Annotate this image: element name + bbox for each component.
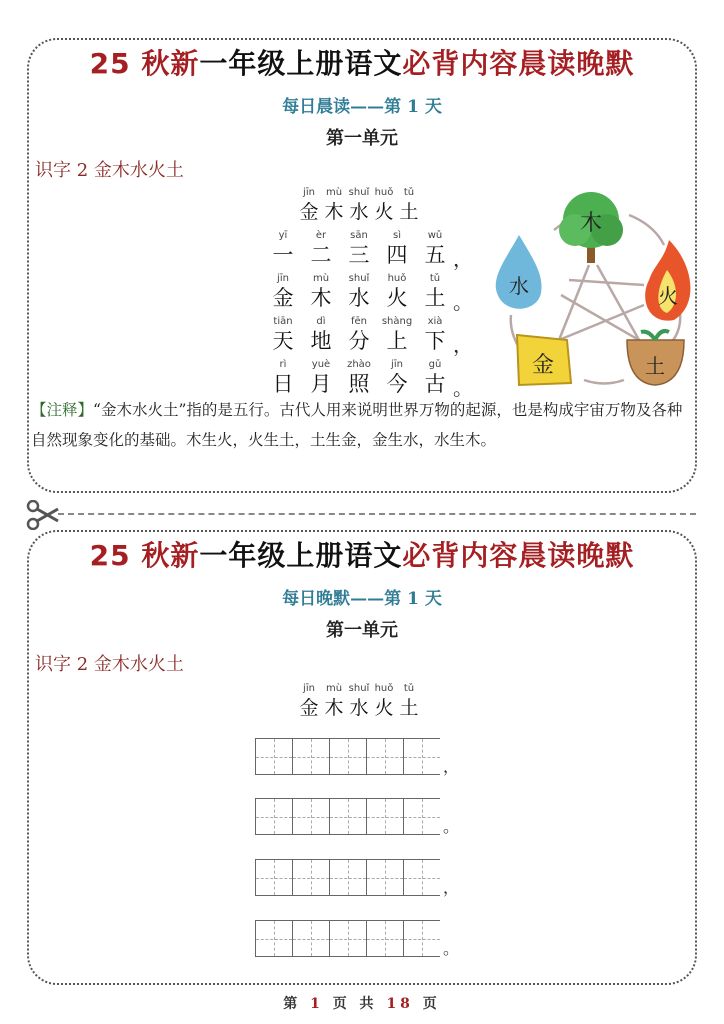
svg-text:土: 土: [645, 354, 665, 378]
writing-box[interactable]: [255, 859, 292, 896]
current-page: 1: [310, 996, 324, 1012]
page-footer: 第 1 页 共 18 页: [283, 996, 441, 1012]
page-title: 25 秋新一年级上册语文必背内容晨读晚默: [89, 47, 635, 80]
scissors-icon: [26, 500, 62, 530]
page-title: 25 秋新一年级上册语文必背内容晨读晚默: [89, 539, 635, 572]
svg-text:木: 木: [579, 211, 603, 236]
poem-line: jīn 金 mù 木 shuǐ 水 huǒ 火 tǔ 土 。: [272, 273, 473, 314]
svg-text:金: 金: [531, 353, 555, 378]
poem-line: rì 日 yuè 月 zhào 照 jīn 今 gǔ 古 。: [272, 359, 473, 400]
writing-box[interactable]: [329, 920, 366, 957]
writing-box[interactable]: [255, 798, 292, 835]
svg-text:火: 火: [658, 284, 678, 308]
morning-reading-card: [27, 38, 697, 493]
writing-box[interactable]: [255, 738, 292, 775]
lesson-heading: 识字 2 金木水火土: [35, 654, 184, 675]
writing-box[interactable]: [292, 859, 329, 896]
note-tag: 【注释】: [31, 401, 94, 419]
poem-title: jīn 金 mù 木 shuǐ 水 huǒ 火 tǔ 土: [299, 187, 419, 223]
poem: [259, 186, 473, 400]
writing-box[interactable]: [255, 920, 292, 957]
writing-grid-row[interactable]: 。: [255, 798, 459, 835]
writing-grid-row[interactable]: ，: [255, 859, 459, 896]
writing-box[interactable]: [329, 798, 366, 835]
evening-dictation-card: [27, 530, 697, 985]
writing-box[interactable]: [403, 798, 440, 835]
unit-heading: 第一单元: [326, 128, 398, 149]
writing-box[interactable]: [403, 920, 440, 957]
writing-box[interactable]: [329, 859, 366, 896]
writing-grid-row[interactable]: 。: [255, 920, 459, 957]
writing-box[interactable]: [329, 738, 366, 775]
writing-box[interactable]: [366, 920, 403, 957]
unit-heading: 第一单元: [326, 620, 398, 641]
writing-box[interactable]: [292, 920, 329, 957]
morning-subtitle: 每日晨读——第 1 天: [282, 97, 442, 117]
writing-box[interactable]: [292, 738, 329, 775]
wood-tree-icon: [559, 192, 623, 263]
writing-box[interactable]: [366, 738, 403, 775]
poem-title-block: [259, 682, 459, 721]
poem-title: jīn 金 mù 木 shuǐ 水 huǒ 火 tǔ 土: [299, 683, 419, 719]
writing-box[interactable]: [403, 859, 440, 896]
fire-flame-icon: [645, 240, 690, 321]
note-text: “金木水火土”指的是五行。古代人用来说明世界万物的起源，也是构成宇宙万物及各种自然现象变化的基础。木生火，火生土，土生金，金生水，水生木。: [31, 401, 683, 449]
five-elements-illustration: [479, 185, 699, 395]
poem-line: tiān 天 dì 地 fēn 分 shàng 上 xià 下 ，: [272, 316, 473, 357]
annotation-note: [31, 395, 687, 455]
cut-line-divider: [58, 513, 696, 515]
evening-subtitle: 每日晚默——第 1 天: [282, 589, 442, 609]
writing-grid-row[interactable]: ，: [255, 738, 459, 775]
writing-box[interactable]: [366, 798, 403, 835]
writing-box[interactable]: [366, 859, 403, 896]
writing-box[interactable]: [403, 738, 440, 775]
poem-line: yī 一 èr 二 sān 三 sì 四 wǔ 五 ，: [272, 230, 473, 271]
lesson-heading: 识字 2 金木水火土: [35, 160, 184, 181]
total-pages: 18: [386, 996, 414, 1012]
metal-gold-icon: [517, 335, 571, 385]
svg-text:水: 水: [509, 274, 529, 298]
water-drop-icon: [496, 235, 542, 309]
writing-box[interactable]: [292, 798, 329, 835]
